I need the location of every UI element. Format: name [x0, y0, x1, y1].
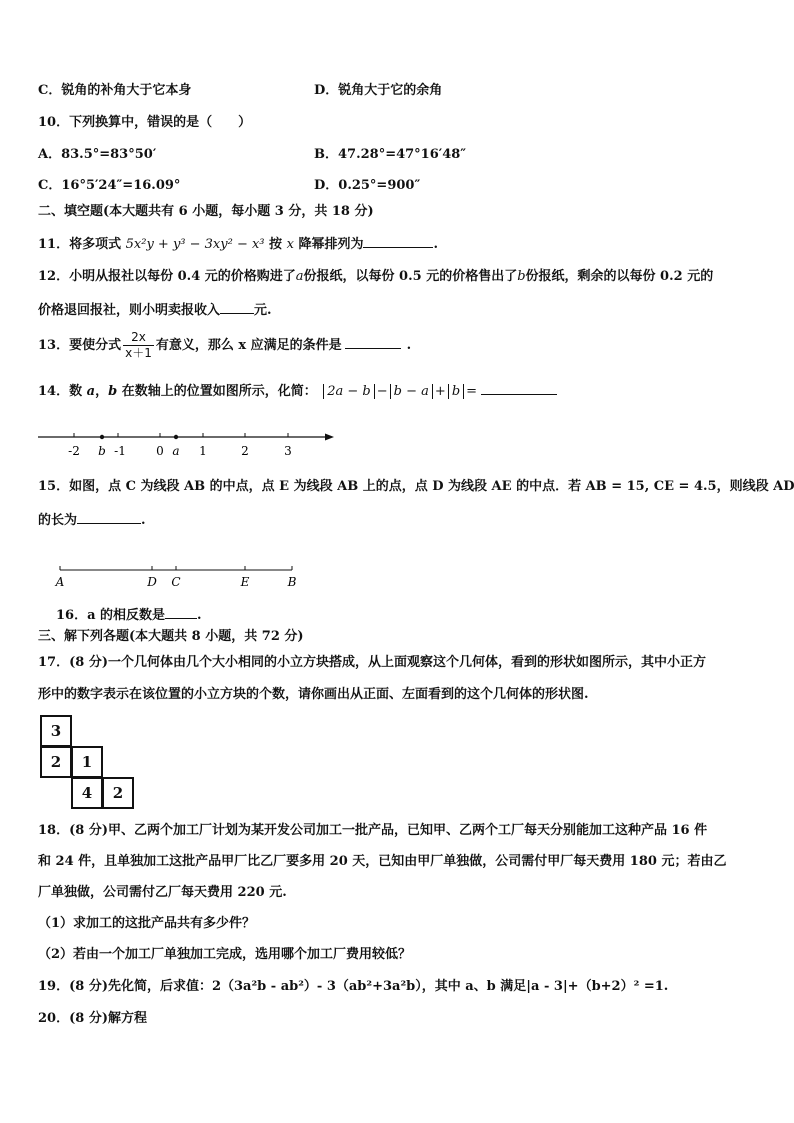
q14-sep: ， — [95, 384, 109, 399]
q14-suffix: 在数轴上的位置如图所示，化简： — [121, 384, 317, 399]
q12-line2 — [38, 299, 272, 320]
cube-cell: 2 — [102, 777, 134, 809]
q10-option-c: C．16°5′24″=16.09° — [38, 178, 181, 193]
q14-abs-3: b — [448, 384, 464, 399]
q17-line2: 形中的数字表示在该位置的小立方块的个数，请你画出从正面、左面看到的这个几何体的形状图. — [38, 687, 589, 702]
q18-part1: （1）求加工的这批产品共有多少件？ — [38, 916, 256, 931]
q11-answer-blank[interactable] — [363, 233, 433, 248]
q15-answer-blank[interactable] — [77, 509, 141, 524]
point-b — [100, 435, 104, 439]
q12-text-c: 份报纸，剩余的以每份 0.2 元的 — [525, 269, 714, 284]
cube-cell: 3 — [40, 715, 72, 747]
q10-option-a: A．83.5°=83°50′ — [38, 147, 157, 162]
q9-option-c: C．锐角的补角大于它本身 — [38, 83, 192, 98]
q12-answer-blank[interactable] — [220, 299, 254, 314]
q14-abs-2: b − a — [390, 384, 433, 399]
q12-text-a: 12．小明从报社以每份 0.4 元的价格购进了 — [38, 269, 296, 284]
q14-prefix: 14．数 — [38, 384, 83, 399]
label-E: E — [240, 575, 250, 589]
q13 — [38, 330, 411, 361]
cube-cell: 4 — [71, 777, 103, 809]
number-line-ticks — [74, 433, 288, 437]
q14-var-a: a — [86, 384, 96, 399]
q14-equals: = — [466, 384, 478, 399]
q14 — [38, 380, 557, 401]
q16 — [56, 604, 202, 623]
q19: 19．(8 分)先化简，后求值：2（3a²b - ab²）- 3（ab²+3a²b），其中 a、b 满足|a - 3|+（b+2）² =1. — [38, 979, 669, 994]
q10-option-b: B．47.28°=47°16′48″ — [314, 147, 467, 162]
q9-option-d: D．锐角大于它的余角 — [314, 83, 443, 98]
q14-var-b: b — [108, 384, 118, 399]
q11-prefix: 11．将多项式 — [38, 237, 122, 252]
q12-text-e: 元. — [254, 303, 272, 318]
q14-plus: + — [434, 384, 446, 399]
q13-numerator: 2x — [123, 330, 154, 346]
label--1: -1 — [114, 444, 126, 458]
q18-line2: 和 24 件，且单独加工这批产品甲厂比乙厂要多用 20 天，已知由甲厂单独做，公司需付甲厂每天费用 180 元；若由乙 — [38, 854, 727, 869]
q18-line3: 厂单独做，公司需付乙厂每天费用 220 元. — [38, 885, 287, 900]
q16-text: 16．a 的相反数是 — [56, 608, 166, 623]
label-D: D — [147, 575, 157, 589]
cube-cell: 2 — [40, 746, 72, 778]
q10-stem: 10．下列换算中，错误的是（ ） — [38, 115, 252, 130]
cube-cell: 1 — [71, 746, 103, 778]
q14-minus: − — [376, 384, 388, 399]
label-B: B — [287, 575, 297, 589]
q11-suffix: 降幂排列为 — [298, 237, 364, 252]
q13-end: . — [406, 338, 412, 353]
q13-denominator: x＋1 — [125, 346, 152, 360]
section-3-heading: 三、解下列各题(本大题共 8 小题，共 72 分) — [38, 629, 304, 644]
q17-line1: 17．(8 分)一个几何体由几个大小相同的小立方块搭成，从上面观察这个几何体，看到的形状如图所示，其中小正方 — [38, 655, 706, 670]
q12-text-d: 价格退回报社，则小明卖报收入 — [38, 303, 221, 318]
label--2: -2 — [68, 444, 80, 458]
q16-end: . — [197, 608, 202, 623]
q14-abs-1: 2a − b — [323, 384, 375, 399]
q11-mid: 按 — [269, 237, 283, 252]
q10-option-d: D．0.25°=900″ — [314, 178, 421, 193]
q12-var-a: a — [295, 269, 304, 284]
q15-line2 — [38, 509, 146, 530]
label-a: a — [172, 444, 180, 458]
q11-variable: x — [286, 237, 294, 252]
q11-polynomial: 5x²y + y³ − 3xy² − x³ — [125, 237, 265, 252]
number-line-arrow — [325, 434, 334, 441]
segment-figure — [48, 558, 308, 594]
q16-answer-blank[interactable] — [165, 604, 197, 619]
label-1: 1 — [199, 444, 207, 458]
q12-text-b: 份报纸，以每份 0.5 元的价格售出了 — [303, 269, 518, 284]
q13-answer-blank[interactable] — [345, 334, 401, 349]
q13-prefix: 13．要使分式 — [38, 338, 122, 353]
point-a — [174, 435, 178, 439]
q14-expression — [321, 384, 481, 399]
q15-end: . — [141, 513, 146, 528]
section-2-heading: 二、填空题(本大题共有 6 小题，每小题 3 分，共 18 分) — [38, 204, 374, 219]
label-C: C — [171, 575, 181, 589]
label-b: b — [98, 444, 106, 458]
q11 — [38, 233, 438, 254]
label-3: 3 — [284, 444, 292, 458]
q18-line1: 18．(8 分)甲、乙两个加工厂计划为某开发公司加工一批产品，已知甲、乙两个工厂每天分别能加工这种产品 16 件 — [38, 823, 708, 838]
q12-var-b: b — [517, 269, 526, 284]
q15-text: 的长为 — [38, 513, 78, 528]
q14-answer-blank[interactable] — [481, 380, 557, 395]
q20: 20．(8 分)解方程 — [38, 1011, 147, 1026]
q13-suffix: 有意义，那么 x 应满足的条件是 — [155, 338, 342, 353]
number-line-figure — [36, 424, 336, 460]
q18-part2: （2）若由一个加工厂单独加工完成，选用哪个加工厂费用较低？ — [38, 947, 412, 962]
q15-line1: 15．如图，点 C 为线段 AB 的中点，点 E 为线段 AB 上的点，点 D 为线段 AE 的中点．若 AB = 15, CE = 4.5，则线段 AD — [38, 479, 794, 494]
label-0: 0 — [156, 444, 164, 458]
label-A: A — [55, 575, 65, 589]
q13-fraction — [123, 330, 154, 361]
q12-line1 — [38, 268, 713, 286]
label-2: 2 — [241, 444, 249, 458]
q11-end: . — [433, 237, 439, 252]
